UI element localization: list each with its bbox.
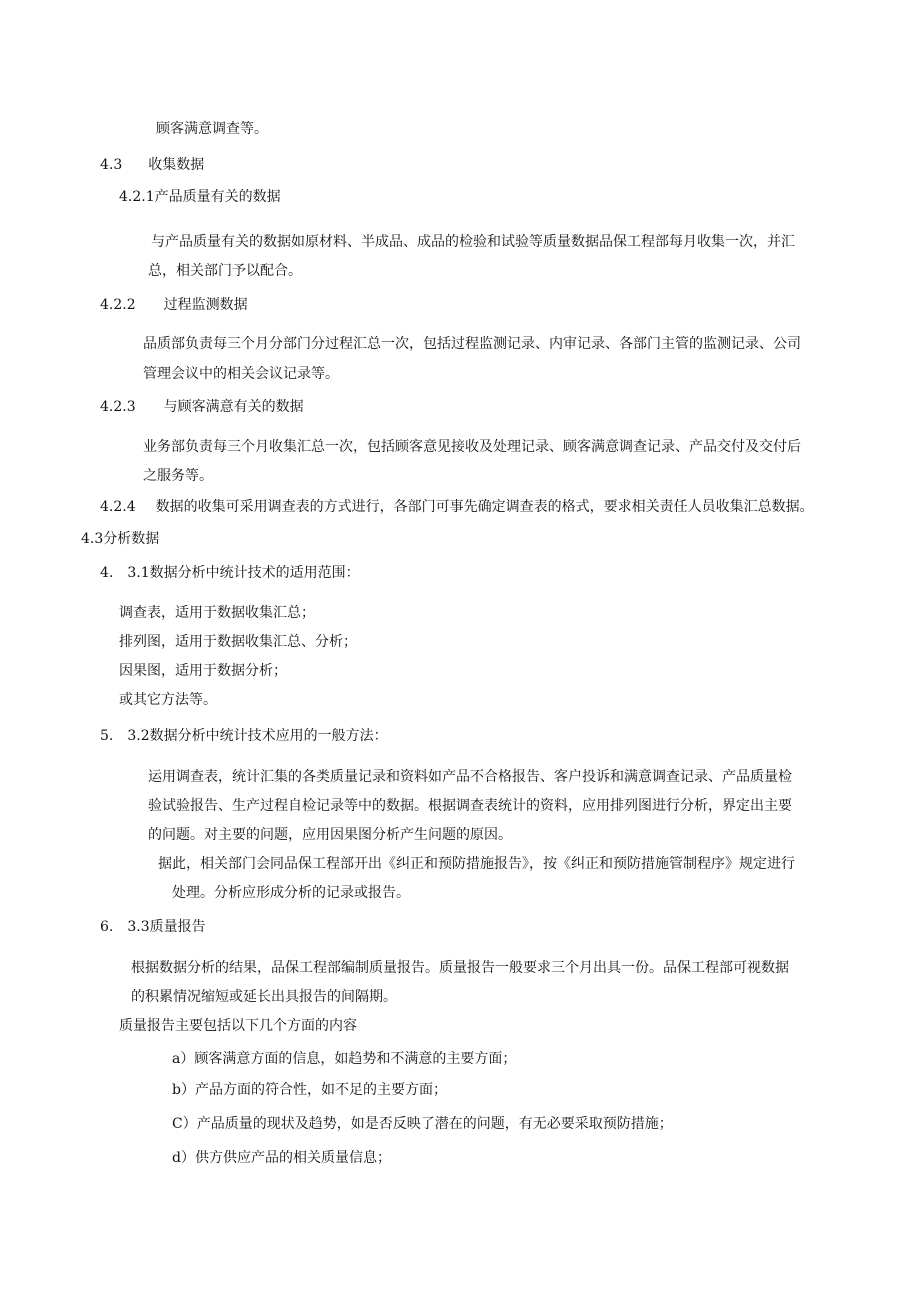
subsection-number: 4.2.4 [100, 499, 136, 515]
subsection-title: 与顾客满意有关的数据 [163, 399, 304, 415]
subsection-heading: 4.2.1产品质量有关的数据 [119, 189, 281, 205]
list-item: 因果图，适用于数据分析； [119, 663, 287, 679]
text-line: 质量报告主要包括以下几个方面的内容 [119, 1018, 357, 1034]
text-line: 管理会议中的相关会议记录等。 [143, 366, 339, 382]
section-heading: 4.3分析数据 [81, 531, 160, 547]
text-line: 品质部负责每三个月分部门分过程汇总一次，包括过程监测记录、内审记录、各部门主管的监测记录、公司 [143, 336, 801, 352]
text-line: 业务部负责每三个月收集汇总一次，包括顾客意见接收及处理记录、顾客满意调查记录、产品交付及交付后 [143, 439, 801, 455]
text-line: 与产品质量有关的数据如原材料、半成品、成品的检验和试验等质量数据品保工程部每月收集一次，并汇 [151, 234, 795, 250]
numbered-heading: 4. 3.1数据分析中统计技术的适用范围： [100, 565, 360, 581]
subsection-number: 4.2.3 [100, 399, 136, 415]
text-line: 根据数据分析的结果，品保工程部编制质量报告。质量报告一般要求三个月出具一份。品保工程部可视数据 [131, 960, 789, 976]
subsection-title: 过程监测数据 [163, 297, 248, 313]
numbered-heading: 6. 3.3质量报告 [100, 919, 206, 935]
list-item: 调查表，适用于数据收集汇总； [119, 605, 315, 621]
text-line: 运用调查表，统计汇集的各类质量记录和资料如产品不合格报告、客户投诉和满意调查记录、产品质量检 [148, 769, 792, 785]
paragraph-text: 数据的收集可采用调查表的方式进行，各部门可事先确定调查表的格式，要求相关责任人员收集汇总数据。 [155, 499, 814, 515]
text-line: 总，相关部门予以配合。 [148, 263, 302, 279]
subsection-heading [100, 295, 248, 315]
text-line: 之服务等。 [143, 468, 213, 484]
text-line: 处理。分析应形成分析的记录或报告。 [172, 885, 410, 901]
subsection-number: 4.2.2 [100, 297, 136, 313]
subsection-paragraph [100, 497, 814, 517]
section-heading [100, 155, 204, 175]
section-title: 收集数据 [148, 157, 205, 173]
list-item: a）顾客满意方面的信息，如趋势和不满意的主要方面； [172, 1051, 517, 1067]
list-item: 或其它方法等。 [119, 692, 217, 708]
section-number: 4.3 [100, 157, 123, 173]
list-item: d）供方供应产品的相关质量信息； [172, 1150, 391, 1166]
subsection-heading [100, 397, 304, 417]
text-line: 验试验报告、生产过程自检记录等中的数据。根据调查表统计的资料，应用排列图进行分析，界定出主要 [148, 798, 792, 814]
numbered-heading: 5. 3.2数据分析中统计技术应用的一般方法： [100, 728, 388, 744]
text-line: 的积累情况缩短或延长出具报告的间隔期。 [131, 989, 397, 1005]
text-line: 的问题。对主要的问题，应用因果图分析产生问题的原因。 [148, 827, 512, 843]
list-item: b）产品方面的符合性，如不足的主要方面； [172, 1082, 447, 1098]
list-item: 排列图，适用于数据收集汇总、分析； [119, 634, 357, 650]
text-line: 据此，相关部门会同品保工程部开出《纠正和预防措施报告》，按《纠正和预防措施管制程序》规定进行 [158, 856, 795, 872]
text-line: 顾客满意调查等。 [156, 121, 268, 137]
list-item: C）产品质量的现状及趋势，如是否反映了潜在的问题，有无必要采取预防措施； [172, 1116, 673, 1132]
